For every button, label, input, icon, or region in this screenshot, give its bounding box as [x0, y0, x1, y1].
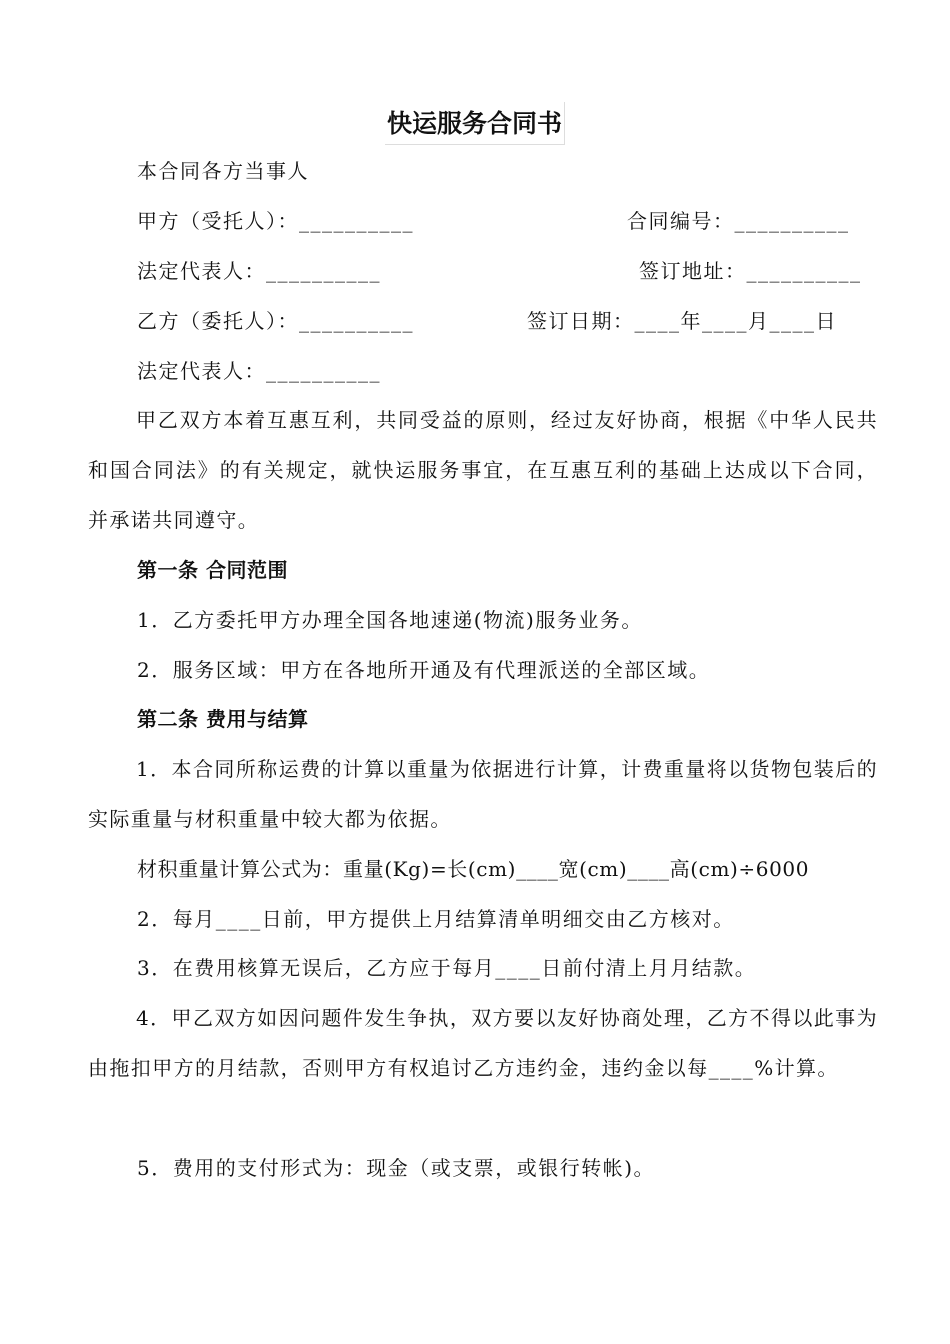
legal-representative-field-b: 法定代表人：__________: [137, 359, 381, 383]
party-a-field: 甲方（受托人）：__________: [137, 209, 414, 233]
article-1-item-2: 2．服务区域：甲方在各地所开通及有代理派送的全部区域。: [137, 658, 711, 682]
article-1-heading: 第一条 合同范围: [137, 558, 288, 582]
article-2-heading: 第二条 费用与结算: [137, 707, 309, 731]
contract-number-field: 合同编号：__________: [627, 209, 850, 233]
document-title: [0, 102, 950, 145]
article-1-item-1: 1．乙方委托甲方办理全国各地速递(物流)服务业务。: [137, 608, 643, 632]
volume-weight-formula: 材积重量计算公式为：重量(Kg)=长(cm)____宽(cm)____高(cm)÷6000: [137, 857, 810, 881]
article-2-item-2: 2．每月____日前，甲方提供上月结算清单明细交由乙方核对。: [137, 907, 735, 931]
article-2-item-4: 4．甲乙双方如因问题件发生争执，双方要以友好协商处理，乙方不得以此事为由拖扣甲方的月结款，否则甲方有权追讨乙方违约金，违约金以每____%计算。: [88, 1006, 878, 1080]
sign-date-field: 签订日期：____年____月____日: [527, 309, 837, 333]
article-2-item-5: 5．费用的支付形式为：现金（或支票，或银行转帐)。: [137, 1156, 656, 1180]
legal-representative-field-a: 法定代表人：__________: [137, 259, 381, 283]
preamble-paragraph: 甲乙双方本着互惠互利，共同受益的原则，经过友好协商，根据《中华人民共和国合同法》的有关规定，就快运服务事宜，在互惠互利的基础上达成以下合同，并承诺共同遵守。: [88, 408, 878, 532]
parties-intro: 本合同各方当事人: [137, 159, 309, 183]
document-title-text: 快运服务合同书: [385, 102, 565, 145]
article-2-item-3: 3．在费用核算无误后，乙方应于每月____日前付清上月月结款。: [137, 956, 757, 980]
sign-place-field: 签订地址：__________: [639, 259, 862, 283]
article-2-item-1: 1．本合同所称运费的计算以重量为依据进行计算，计费重量将以货物包装后的实际重量与材积重量中较大都为依据。: [88, 757, 878, 831]
party-b-field: 乙方（委托人）：__________: [137, 309, 414, 333]
